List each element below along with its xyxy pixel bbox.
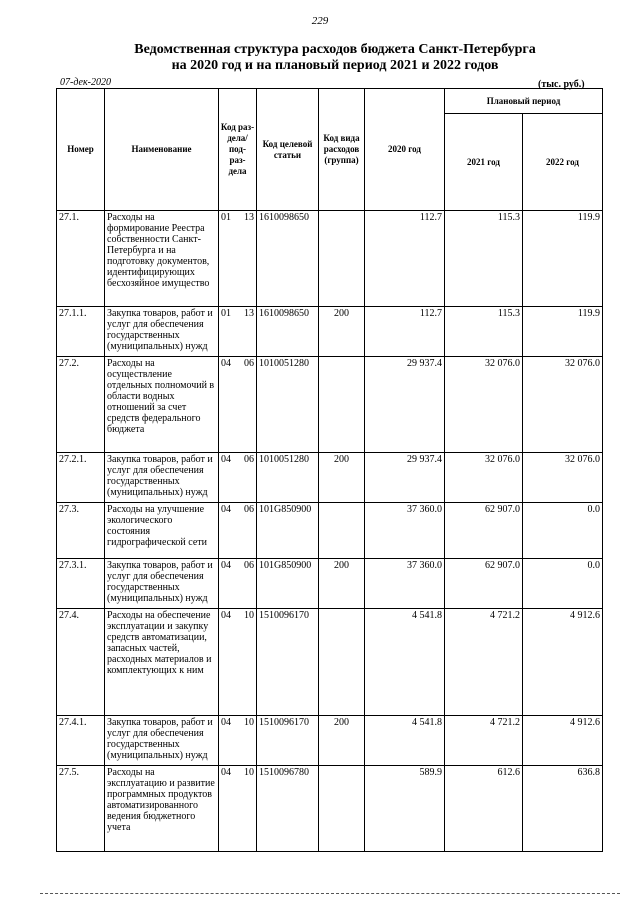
table-row xyxy=(57,211,603,307)
expense-type-code: 200 xyxy=(319,559,365,609)
header-year-2020: 2020 год xyxy=(365,89,445,211)
row-number: 27.3.1. xyxy=(57,559,105,609)
amount-2022: 4 912.6 xyxy=(523,609,603,716)
row-number: 27.2. xyxy=(57,357,105,453)
amount-2022: 32 076.0 xyxy=(523,357,603,453)
amount-2020: 37 360.0 xyxy=(365,503,445,559)
table-row xyxy=(57,307,603,357)
row-number: 27.3. xyxy=(57,503,105,559)
header-year-2022: 2022 год xyxy=(523,114,603,211)
subsection-code: 10 xyxy=(236,716,257,766)
amount-2021: 32 076.0 xyxy=(445,357,523,453)
expense-type-code xyxy=(319,609,365,716)
title-line-2: на 2020 год и на плановый период 2021 и 2022 годов xyxy=(171,58,499,73)
amount-2022: 32 076.0 xyxy=(523,453,603,503)
target-article-code: 1010051280 xyxy=(257,453,319,503)
section-code: 04 xyxy=(219,503,236,559)
row-number: 27.1.1. xyxy=(57,307,105,357)
row-name: Расходы на обеспечение эксплуатации и закупку средств автоматизации, запасных частей, расходных материалов и комплектующих к ним xyxy=(105,609,219,716)
expense-type-code: 200 xyxy=(319,307,365,357)
header-name: Наименование xyxy=(105,89,219,211)
row-number: 27.1. xyxy=(57,211,105,307)
table-row xyxy=(57,609,603,716)
header-expense-type-code: Код вида расходов (группа) xyxy=(319,89,365,211)
subsection-code: 10 xyxy=(236,609,257,716)
amount-2022: 0.0 xyxy=(523,559,603,609)
row-name: Закупка товаров, работ и услуг для обеспечения государственных (муниципальных) нужд xyxy=(105,716,219,766)
table-row xyxy=(57,766,603,852)
amount-2021: 115.3 xyxy=(445,211,523,307)
header-section-code: Код раз- дела/ под- раз- дела xyxy=(219,89,257,211)
target-article-code: 1610098650 xyxy=(257,211,319,307)
amount-2021: 62 907.0 xyxy=(445,559,523,609)
amount-2020: 112.7 xyxy=(365,211,445,307)
target-article-code: 101G850900 xyxy=(257,559,319,609)
table-row xyxy=(57,503,603,559)
amount-2022: 4 912.6 xyxy=(523,716,603,766)
expense-type-code: 200 xyxy=(319,716,365,766)
section-code: 01 xyxy=(219,307,236,357)
section-code: 04 xyxy=(219,766,236,852)
budget-table xyxy=(56,88,603,852)
row-number: 27.2.1. xyxy=(57,453,105,503)
target-article-code: 1510096170 xyxy=(257,609,319,716)
row-name: Закупка товаров, работ и услуг для обеспечения государственных (муниципальных) нужд xyxy=(105,453,219,503)
section-code: 04 xyxy=(219,609,236,716)
row-name: Расходы на эксплуатацию и развитие программных продуктов автоматизированного ведения бюджетного учета xyxy=(105,766,219,852)
document-date: 07-дек-2020 xyxy=(60,77,111,88)
table-row xyxy=(57,453,603,503)
expense-type-code: 200 xyxy=(319,453,365,503)
section-code: 04 xyxy=(219,716,236,766)
row-name: Закупка товаров, работ и услуг для обеспечения государственных (муниципальных) нужд xyxy=(105,307,219,357)
target-article-code: 101G850900 xyxy=(257,503,319,559)
section-code: 04 xyxy=(219,453,236,503)
amount-2021: 62 907.0 xyxy=(445,503,523,559)
row-number: 27.5. xyxy=(57,766,105,852)
amount-2021: 115.3 xyxy=(445,307,523,357)
amount-2020: 589.9 xyxy=(365,766,445,852)
subsection-code: 06 xyxy=(236,357,257,453)
section-code: 04 xyxy=(219,357,236,453)
expense-type-code xyxy=(319,503,365,559)
subsection-code: 06 xyxy=(236,503,257,559)
row-name: Расходы на улучшение экологического состояния гидрографической сети xyxy=(105,503,219,559)
document-title xyxy=(100,42,570,74)
row-name: Расходы на формирование Реестра собственности Санкт-Петербурга и на подготовку документов, идентифицирующих бесхозяйное имущество xyxy=(105,211,219,307)
amount-2020: 29 937.4 xyxy=(365,357,445,453)
table-row xyxy=(57,559,603,609)
amount-2021: 4 721.2 xyxy=(445,609,523,716)
amount-2020: 112.7 xyxy=(365,307,445,357)
target-article-code: 1510096780 xyxy=(257,766,319,852)
subsection-code: 13 xyxy=(236,307,257,357)
amount-2022: 119.9 xyxy=(523,211,603,307)
target-article-code: 1510096170 xyxy=(257,716,319,766)
table-row xyxy=(57,357,603,453)
target-article-code: 1010051280 xyxy=(257,357,319,453)
header-number: Номер xyxy=(57,89,105,211)
expense-type-code xyxy=(319,357,365,453)
amount-2021: 612.6 xyxy=(445,766,523,852)
subsection-code: 13 xyxy=(236,211,257,307)
amount-2022: 0.0 xyxy=(523,503,603,559)
amount-2021: 4 721.2 xyxy=(445,716,523,766)
row-name: Закупка товаров, работ и услуг для обеспечения государственных (муниципальных) нужд xyxy=(105,559,219,609)
row-name: Расходы на осуществление отдельных полномочий в области водных отношений за счет средств федерального бюджета xyxy=(105,357,219,453)
section-code: 01 xyxy=(219,211,236,307)
page-number: 229 xyxy=(311,15,329,27)
target-article-code: 1610098650 xyxy=(257,307,319,357)
title-line-1: Ведомственная структура расходов бюджета Санкт-Петербурга xyxy=(134,42,536,57)
table-row xyxy=(57,716,603,766)
units-label: (тыс. руб.) xyxy=(538,79,585,90)
amount-2020: 37 360.0 xyxy=(365,559,445,609)
subsection-code: 10 xyxy=(236,766,257,852)
row-number: 27.4. xyxy=(57,609,105,716)
header-year-2021: 2021 год xyxy=(445,114,523,211)
bottom-scan-line xyxy=(40,893,620,894)
amount-2021: 32 076.0 xyxy=(445,453,523,503)
section-code: 04 xyxy=(219,559,236,609)
header-planned-period: Плановый период xyxy=(445,89,603,114)
amount-2022: 119.9 xyxy=(523,307,603,357)
amount-2020: 4 541.8 xyxy=(365,716,445,766)
header-target-code: Код целевой статьи xyxy=(257,89,319,211)
expense-type-code xyxy=(319,766,365,852)
amount-2020: 29 937.4 xyxy=(365,453,445,503)
expense-type-code xyxy=(319,211,365,307)
subsection-code: 06 xyxy=(236,559,257,609)
row-number: 27.4.1. xyxy=(57,716,105,766)
amount-2020: 4 541.8 xyxy=(365,609,445,716)
subsection-code: 06 xyxy=(236,453,257,503)
amount-2022: 636.8 xyxy=(523,766,603,852)
